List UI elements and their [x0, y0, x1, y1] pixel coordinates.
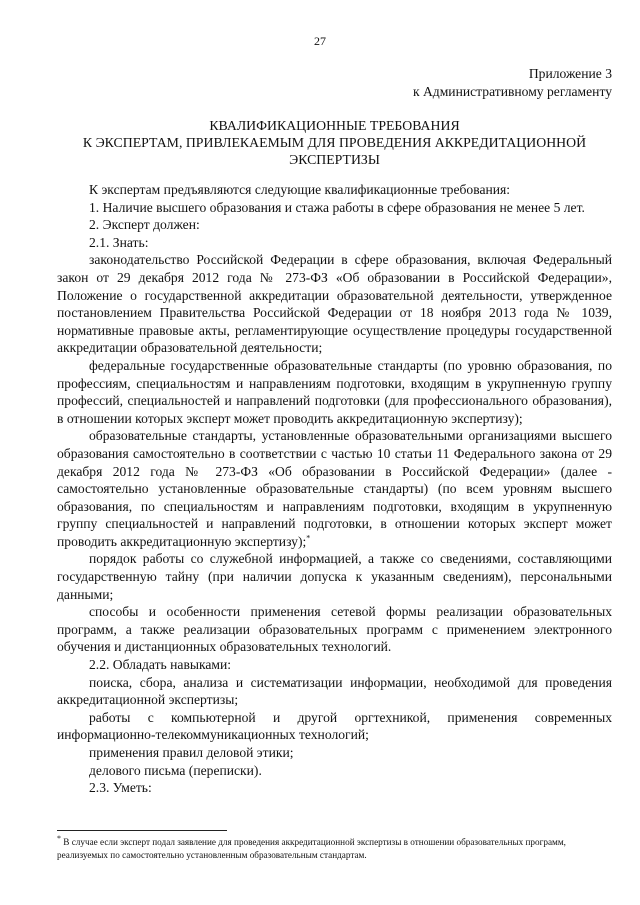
paragraph-federal-standards: федеральные государственные образовательные стандарты (по уровню образования, по профессиям, специальностям и направлениям подготовки, входящим в укрупненную группу профессий, специальностей и направлений подготовки (для профессионального образования), в отношении которых эксперт может проводить аккредитационную экспертизу);	[57, 357, 612, 426]
paragraph-skill-analysis: поиска, сбора, анализа и систематизации информации, необходимой для проведения аккредитационной экспертизы;	[57, 674, 612, 708]
paragraph-skill-ethics: применения правил деловой этики;	[89, 745, 294, 760]
title-line-3: ЭКСПЕРТИЗЫ	[289, 152, 380, 167]
paragraph-own-standards-text: образовательные стандарты, установленные образовательными организациями высшего образования самостоятельно в соответствии с частью 10 статьи 11 Федерального закона от 29 декабря 2012 года № 273-ФЗ «Об образовании в Российской Федерации» (далее - самостоятельно установленные образовательные стандарты) (по всем уровням высшего образования, по специальностям и направлениям подготовки, входящим в укрупненную группу специальностей и направлений подготовки, в отношении которых эксперт может проводить аккредитационную экспертизу);	[57, 428, 612, 549]
appendix-header	[413, 65, 612, 101]
document-title	[57, 117, 612, 168]
paragraph-legislation: законодательство Российской Федерации в сфере образования, включая Федеральный закон от 29 декабря 2012 года № 273-ФЗ «Об образовании в Российской Федерации», Положение о государственной аккредитации образовательной деятельности, утвержденное постановлением Правительства Российской Федерации от 18 ноября 2013 года № 1039, нормативные правовые акты, регламентирующие осуществление процедуры государственной аккредитации образовательной деятельности;	[57, 252, 612, 356]
paragraph-network-forms: способы и особенности применения сетевой формы реализации образовательных программ, а также реализации образовательных программ с применением электронного обучения и дистанционных образовательных технологий.	[57, 604, 612, 655]
footnote-reference: *	[306, 533, 311, 543]
paragraph-skill-computer: работы с компьютерной и другой оргтехникой, применения современных информационно-телекоммуникационных технологий;	[57, 709, 612, 743]
footnote	[57, 833, 612, 862]
title-line-2: К ЭКСПЕРТАМ, ПРИВЛЕКАЕМЫМ ДЛЯ ПРОВЕДЕНИЯ АККРЕДИТАЦИОННОЙ	[82, 135, 587, 150]
footnote-text: В случае если эксперт подал заявление для проведения аккредитационной экспертизы в отношении образовательных программ, реализуемых по самостоятельно установленным образовательным стандартам.	[57, 837, 566, 860]
appendix-line-1: Приложение 3	[528, 66, 612, 81]
paragraph-expert-must: 2. Эксперт должен:	[89, 217, 200, 233]
paragraph-skill-correspondence: делового письма (переписки).	[89, 762, 262, 778]
footnote-divider	[57, 830, 227, 831]
paragraph-own-standards	[57, 427, 612, 550]
paragraph-education-requirement: 1. Наличие высшего образования и стажа работы в сфере образования не менее 5 лет.	[89, 199, 585, 215]
title-line-1: КВАЛИФИКАЦИОННЫЕ ТРЕБОВАНИЯ	[209, 118, 460, 133]
footnote-marker: *	[57, 833, 61, 843]
paragraph-know-heading: 2.1. Знать:	[89, 234, 149, 250]
appendix-line-2: к Административному регламенту	[412, 84, 612, 99]
page-number: 27	[314, 34, 326, 48]
paragraph-confidential-info: порядок работы со служебной информацией, а также со сведениями, составляющими государственную тайну (при наличии допуска к указанным сведениям), персональными данными;	[57, 551, 612, 602]
document-body	[57, 181, 612, 797]
paragraph-skills-heading: 2.2. Обладать навыками:	[89, 657, 232, 673]
paragraph-able-heading: 2.3. Уметь:	[89, 780, 152, 796]
paragraph-intro: К экспертам предъявляются следующие квалификационные требования:	[89, 182, 511, 197]
